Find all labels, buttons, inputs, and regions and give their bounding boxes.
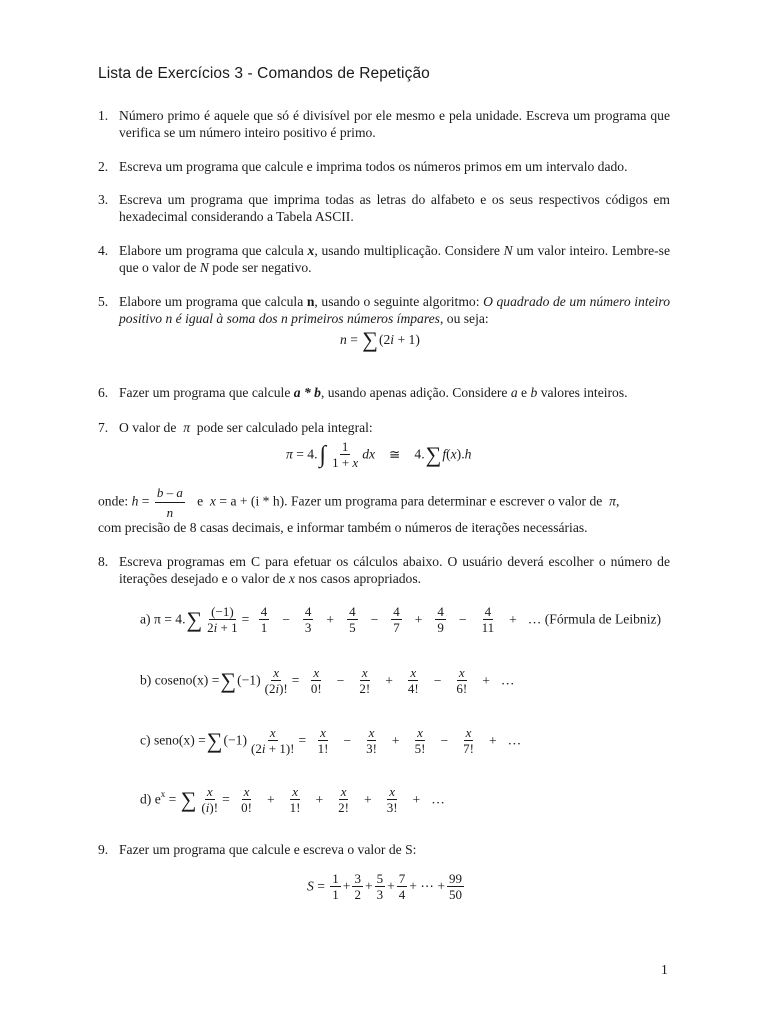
summation-symbol: ∑: [362, 327, 378, 352]
item-number: 8.: [98, 554, 109, 569]
integral-symbol: ∫: [319, 441, 327, 468]
item-number: 5.: [98, 294, 109, 309]
item-text: O valor de π pode ser calculado pela integral:: [119, 420, 373, 435]
item-number: 9.: [98, 842, 109, 857]
item-7-h-definition: onde: h = $\frac{b - a}{n}$ e x = a + (i * h). Fazer um programa para determinar e escrever o valor de π,: [98, 485, 620, 520]
item-text: Número primo é aquele que só é divisível por ele mesmo e pela unidade. Escreva um programa que verifica se um número inteiro positivo é primo.: [119, 108, 670, 140]
item-text: Fazer um programa que calcule a * b, usando apenas adição. Considere a e b valores inteiros.: [119, 385, 628, 400]
exercise-item-4: [98, 242, 670, 276]
item-number: 4.: [98, 243, 109, 258]
formula-exponential: d) $e^x$ = ∑ $\frac{x}{(i)!}$ = $\frac{x}{0!}$ + $\frac{x}{1!}$ + $\frac{x}{2!}$ + $\frac{x}{3!}$ + …: [140, 784, 445, 815]
formula-sine: c) seno(x) = ∑ (−1) $\frac{x}{(2i + 1)!}$ = $\frac{x}{1!}$ − $\frac{x}{3!}$ + $\frac{x}{5!}$ − $\frac{x}{7!}$ + …: [140, 725, 522, 756]
item-text: Elabore um programa que calcula n, usando o seguinte algoritmo: O quadrado de um número inteiro positivo n é igual à soma dos n primeiros números ímpares, ou seja:: [119, 294, 670, 326]
summation-symbol: ∑: [186, 606, 203, 632]
item-number: 7.: [98, 420, 109, 435]
summation-symbol: ∑: [206, 727, 223, 753]
exercise-item-6: [98, 384, 670, 401]
item-number: 3.: [98, 192, 109, 207]
page-title: Lista de Exercícios 3 - Comandos de Repetição: [98, 65, 430, 82]
formula-pi-integral: π = 4.∫ $\frac{1}{1 + x}$ dx ≅ 4. ∑ f(x).h: [286, 439, 472, 470]
formula-series-s: S = $\frac{1}{1}$ + $\frac{3}{2}$ + $\frac{5}{3}$ + $\frac{7}{4}$ + ⋯ + $\frac{99}{50}$: [307, 871, 463, 902]
item-text: Fazer um programa que calcule e escreva o valor de S:: [119, 842, 417, 857]
item-number: 6.: [98, 385, 109, 400]
exercise-item-2: [98, 158, 670, 175]
summation-symbol: ∑: [425, 441, 442, 467]
exercise-item-1: [98, 107, 670, 141]
formula-leibniz: a) π = 4. ∑ $\frac{(-1)}{2i + 1}$ = $\frac{4}{1}$ − $\frac{4}{3}$ + $\frac{4}{5}$ − $\frac{4}{7}$ + $\frac{4}{9}$ − $\frac{4}{11}$ + … (Fórmula de Leibniz): [140, 604, 662, 635]
exercise-item-3: [98, 191, 670, 225]
exercise-item-7: [98, 419, 670, 436]
formula-odd-sum: n = ∑ (2i + 1): [340, 327, 420, 352]
item-text: Escreva um programa que calcule e imprima todos os números primos em um intervalo dado.: [119, 159, 628, 174]
formula-cosine: b) coseno(x) = ∑ (−1) $\frac{x}{(2i)!}$ = $\frac{x}{0!}$ − $\frac{x}{2!}$ + $\frac{x}{4!}$ − $\frac{x}{6!}$ + …: [140, 665, 515, 696]
item-text: Escreva um programa que imprima todas as letras do alfabeto e os seus respectivos códigos em hexadecimal considerando a Tabela ASCII.: [119, 192, 670, 224]
exercise-item-8: [98, 553, 670, 587]
exercise-item-5: [98, 293, 670, 327]
item-number: 1.: [98, 108, 109, 123]
item-text: Elabore um programa que calcula x, usando multiplicação. Considere N um valor inteiro. Lembre-se que o valor de N pode ser negativo.: [119, 243, 670, 275]
item-7-precision-text: com precisão de 8 casas decimais, e informar também o números de iterações necessárias.: [98, 520, 588, 535]
page-number: 1: [661, 962, 668, 977]
summation-symbol: ∑: [180, 786, 197, 812]
summation-symbol: ∑: [220, 667, 237, 693]
item-text: Escreva programas em C para efetuar os cálculos abaixo. O usuário deverá escolher o número de iterações desejado e o valor de x nos casos apropriados.: [119, 554, 670, 586]
exercise-item-9: [98, 841, 670, 858]
item-number: 2.: [98, 159, 109, 174]
